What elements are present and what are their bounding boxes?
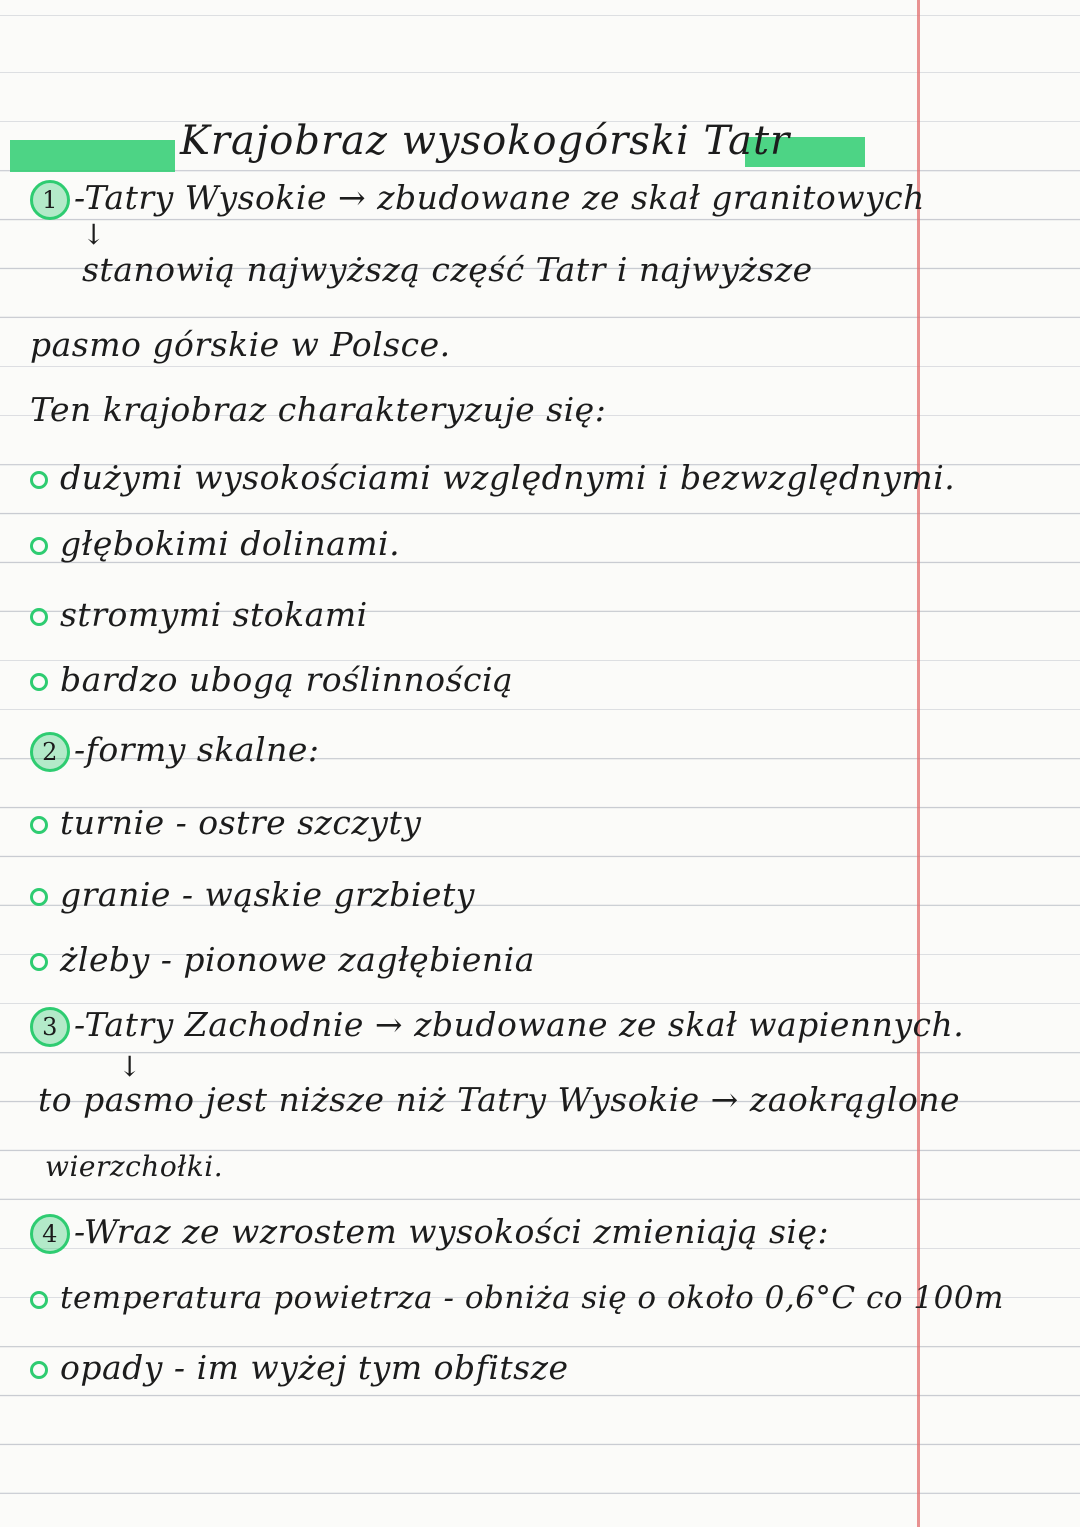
arrow-down-icon: ↓: [118, 1050, 142, 1083]
list-item: granie - wąskie grzbiety: [30, 875, 475, 914]
section-number: 1: [30, 180, 70, 220]
list-item: głębokimi dolinami.: [30, 524, 400, 563]
list-item: bardzo ubogą roślinnością: [30, 660, 513, 699]
note-line-4: Ten krajobraz charakteryzuje się:: [30, 390, 607, 429]
note-line-15: wierzchołki.: [45, 1150, 224, 1183]
title-highlight-left: [10, 140, 175, 172]
list-item: opady - im wyżej tym obfitsze: [30, 1348, 569, 1387]
list-item: stromymi stokami: [30, 595, 368, 634]
list-item: dużymi wysokościami względnymi i bezwzględnymi.: [30, 458, 955, 497]
bullet-icon: [30, 953, 48, 971]
arrow-down-icon: ↓: [82, 218, 106, 251]
bullet-icon: [30, 673, 48, 691]
section-number: 2: [30, 732, 70, 772]
note-line-section-4: 4 -Wraz ze wzrostem wysokości zmieniają się:: [30, 1212, 829, 1254]
section-number: 4: [30, 1214, 70, 1254]
bullet-icon: [30, 537, 48, 555]
note-line-2: stanowią najwyższą część Tatr i najwyższe: [82, 250, 813, 289]
bullet-icon: [30, 888, 48, 906]
bullet-icon: [30, 1291, 48, 1309]
note-line-section-2: 2 -formy skalne:: [30, 730, 320, 772]
note-line-14: to pasmo jest niższe niż Tatry Wysokie → zaokrąglone: [38, 1080, 961, 1119]
note-line-1: 1 -Tatry Wysokie → zbudowane ze skał granitowych: [30, 178, 925, 220]
bullet-icon: [30, 1361, 48, 1379]
note-line-section-3: 3 -Tatry Zachodnie → zbudowane ze skał wapiennych.: [30, 1005, 964, 1047]
list-item: temperatura powietrza - obniża się o około 0,6°C co 100m: [30, 1280, 1004, 1316]
section-number: 3: [30, 1007, 70, 1047]
note-line-3: pasmo górskie w Polsce.: [30, 325, 451, 364]
list-item: żleby - pionowe zagłębienia: [30, 940, 535, 979]
list-item: turnie - ostre szczyty: [30, 803, 421, 842]
bullet-icon: [30, 608, 48, 626]
page-title: Krajobraz wysokogórski Tatr: [180, 118, 791, 164]
bullet-icon: [30, 816, 48, 834]
bullet-icon: [30, 471, 48, 489]
